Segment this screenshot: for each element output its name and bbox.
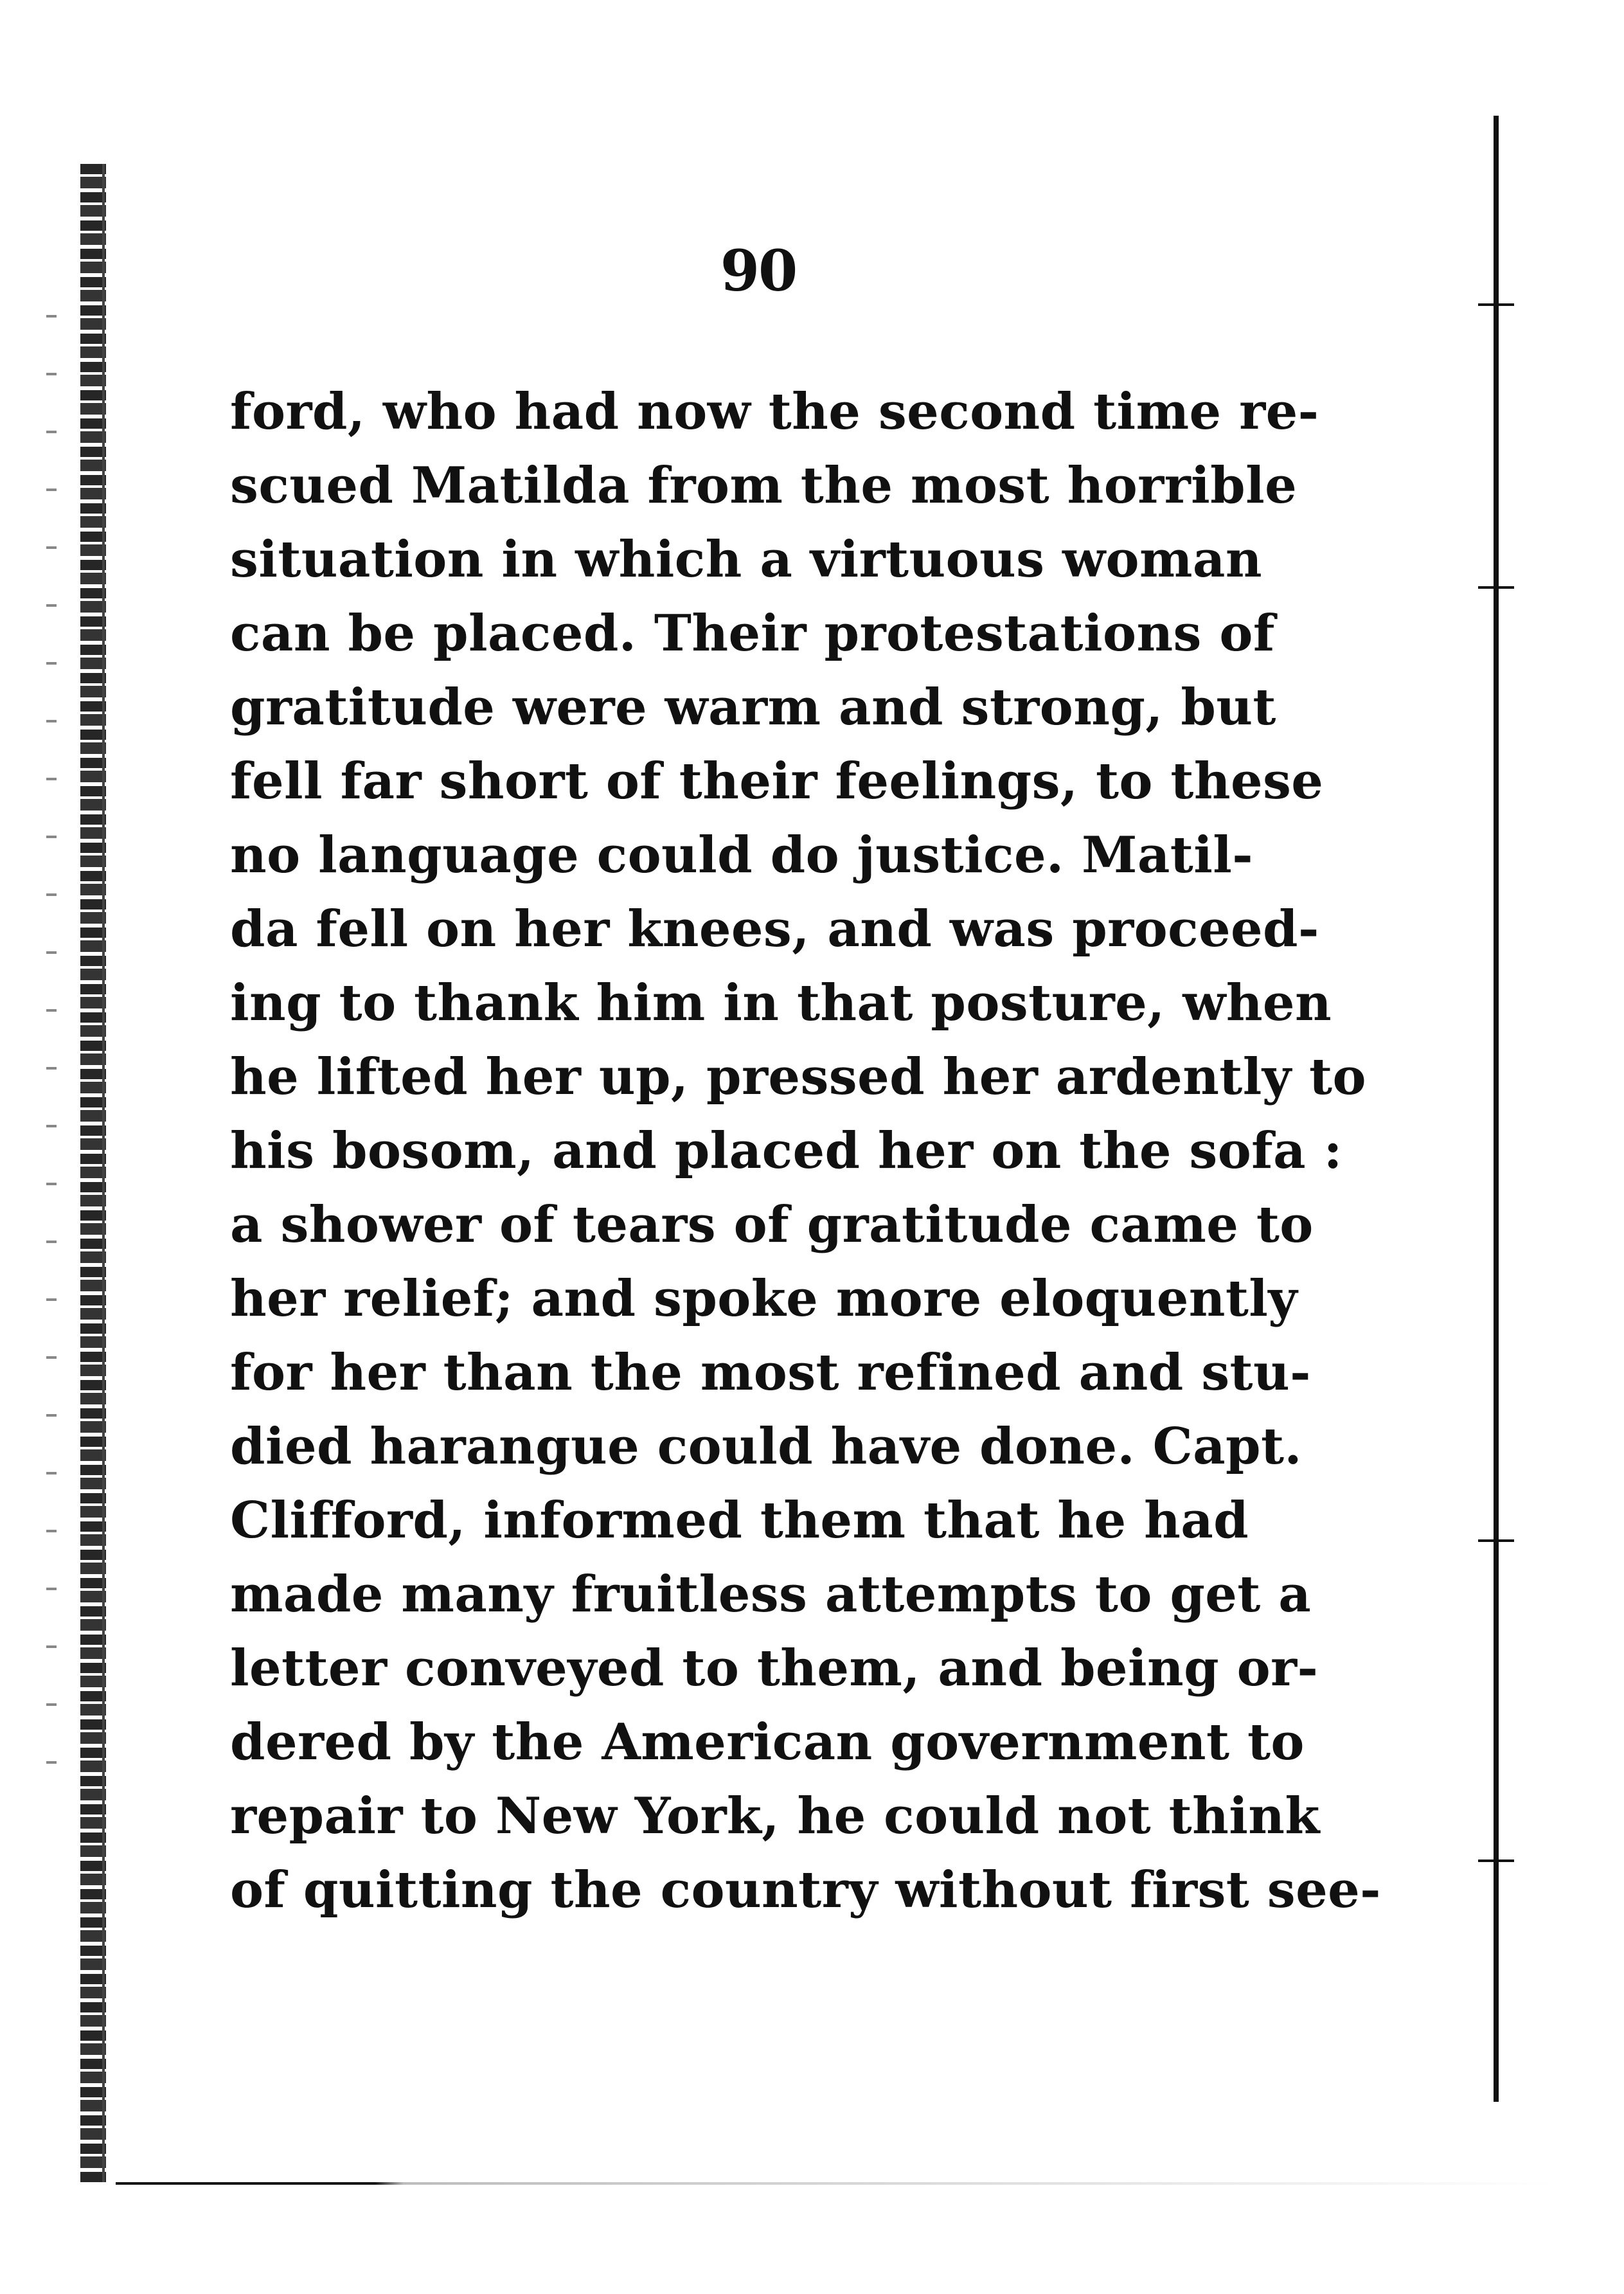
text-line: can be placed. Their protestations of (230, 604, 1275, 663)
text-line: gratitude were warm and strong, but (230, 678, 1276, 737)
text-line: repair to New York, he could not think (230, 1787, 1320, 1845)
text-line: Clifford, informed them that he had (230, 1491, 1249, 1550)
text-line: dered by the American government to (230, 1713, 1305, 1771)
text-line: died harangue could have done. Capt. (230, 1417, 1302, 1476)
text-line: fell far short of their feelings, to these (230, 752, 1324, 811)
page-number: 90 (720, 237, 797, 304)
text-line: a shower of tears of gratitude came to (230, 1196, 1314, 1254)
text-line: no language could do justice. Matil- (230, 826, 1254, 884)
text-line: da fell on her knees, and was proceed- (230, 900, 1319, 958)
text-line: of quitting the country without first see- (230, 1861, 1381, 1919)
text-line: his bosom, and placed her on the sofa : (230, 1122, 1343, 1180)
right-rule-ornament (1478, 292, 1514, 317)
right-decorative-rule (1494, 116, 1499, 2102)
right-rule-ornament (1478, 575, 1514, 600)
left-binding-edge (80, 164, 106, 2182)
text-line: letter conveyed to them, and being or- (230, 1639, 1319, 1698)
text-line: made many fruitless attempts to get a (230, 1565, 1312, 1624)
text-line: ing to thank him in that posture, when (230, 974, 1332, 1032)
text-line: he lifted her up, pressed her ardently to (230, 1048, 1366, 1106)
left-scan-marks (46, 296, 57, 1774)
text-line: scued Matilda from the most horrible (230, 456, 1298, 515)
right-rule-ornament (1478, 1528, 1514, 1553)
text-line: for her than the most refined and stu- (230, 1343, 1311, 1402)
text-line: her relief; and spoke more eloquently (230, 1269, 1298, 1328)
bottom-scan-edge (116, 2182, 1555, 2185)
text-line: situation in which a virtuous woman (230, 530, 1262, 589)
page-text (230, 375, 1381, 1927)
right-rule-ornament (1478, 1849, 1514, 1873)
text-line: ford, who had now the second time re- (230, 382, 1319, 441)
